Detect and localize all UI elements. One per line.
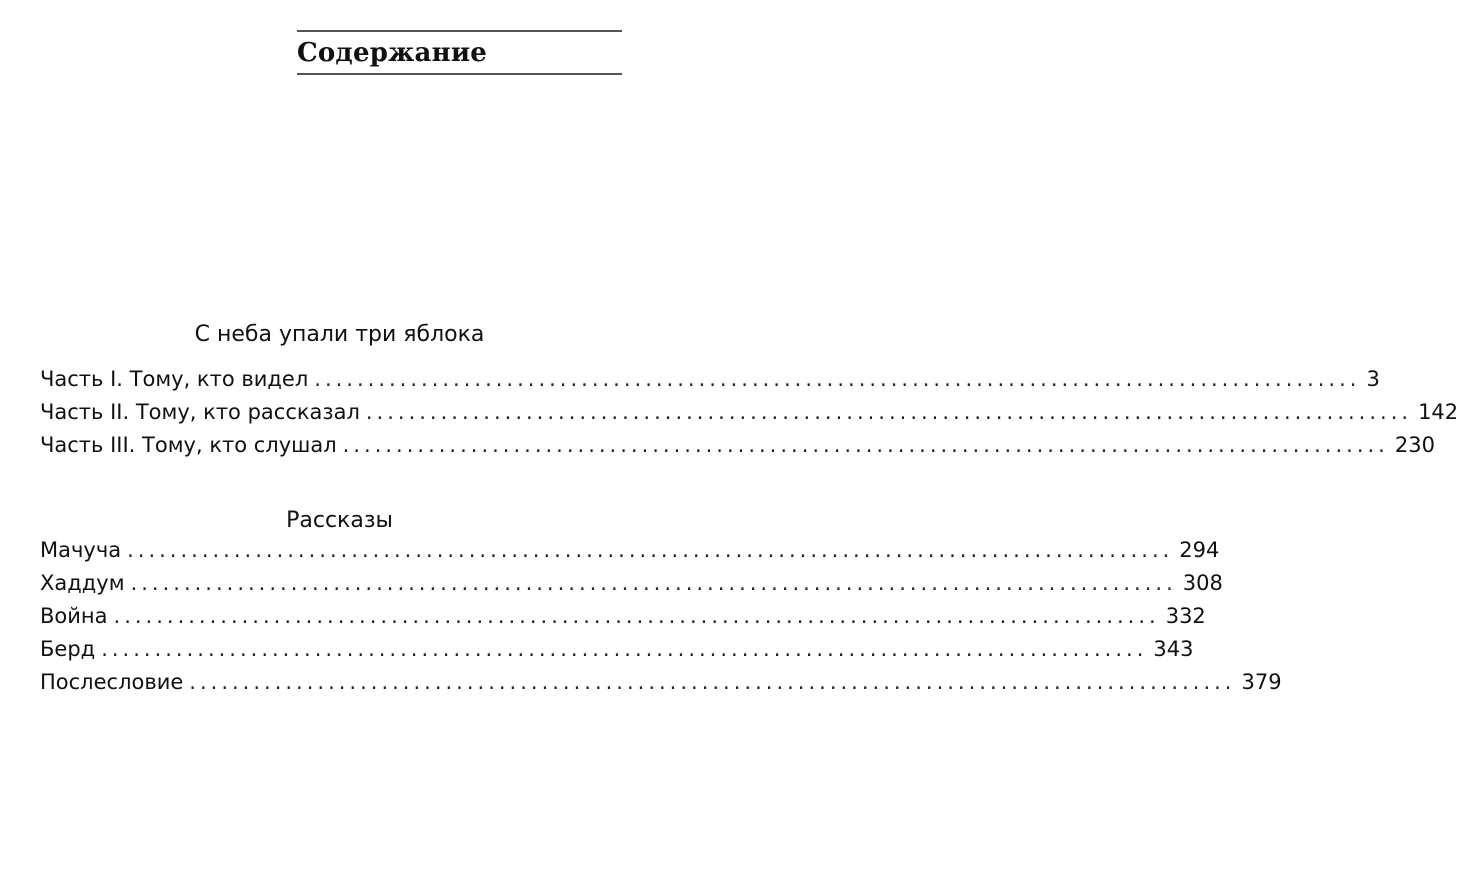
toc-list-stories <box>40 536 1282 701</box>
toc-entry-page: 343 <box>1153 637 1194 661</box>
toc-leader-dots: .................................................................................................. <box>127 538 1174 562</box>
toc-entry-label: Часть II. Тому, кто рассказал <box>40 400 360 424</box>
toc-entry[interactable] <box>40 668 1282 701</box>
section-title-stories: Рассказы <box>286 508 393 533</box>
toc-entry-label: Мачуча <box>40 538 122 562</box>
toc-entry-page: 308 <box>1182 571 1223 595</box>
toc-entry[interactable] <box>40 398 1458 431</box>
toc-entry[interactable] <box>40 602 1206 635</box>
toc-entry-label: Берд <box>40 637 96 661</box>
toc-entry-page: 142 <box>1418 400 1458 424</box>
toc-entry-page: 230 <box>1394 433 1435 457</box>
section-title-novel: С неба упали три яблока <box>194 322 485 347</box>
toc-entry-label: Часть III. Тому, кто слушал <box>40 433 337 457</box>
toc-entry[interactable] <box>40 635 1194 668</box>
toc-entry[interactable] <box>40 365 1380 398</box>
toc-list-novel <box>40 365 1458 464</box>
toc-entry-page: 379 <box>1241 670 1282 694</box>
toc-leader-dots: .................................................................................................. <box>342 433 1389 457</box>
toc-entry-label: Послесловие <box>40 670 184 694</box>
toc-leader-dots: .................................................................................................. <box>189 670 1236 694</box>
page-title: Содержание <box>297 38 488 68</box>
toc-entry-page: 294 <box>1179 538 1220 562</box>
toc-leader-dots: .................................................................................................. <box>130 571 1177 595</box>
heading-bottom-rule <box>297 73 622 75</box>
toc-entry-label: Часть I. Тому, кто видел <box>40 367 309 391</box>
toc-leader-dots: .................................................................................................. <box>314 367 1361 391</box>
toc-entry[interactable] <box>40 569 1223 602</box>
toc-entry-label: Хаддум <box>40 571 125 595</box>
toc-entry-page: 3 <box>1366 367 1380 391</box>
toc-entry-label: Война <box>40 604 108 628</box>
toc-entry[interactable] <box>40 536 1220 569</box>
toc-leader-dots: .................................................................................................. <box>101 637 1148 661</box>
toc-leader-dots: .................................................................................................. <box>113 604 1160 628</box>
toc-entry[interactable] <box>40 431 1435 464</box>
toc-entry-page: 332 <box>1165 604 1206 628</box>
contents-heading-block <box>297 30 622 75</box>
toc-leader-dots: .................................................................................................. <box>365 400 1413 424</box>
